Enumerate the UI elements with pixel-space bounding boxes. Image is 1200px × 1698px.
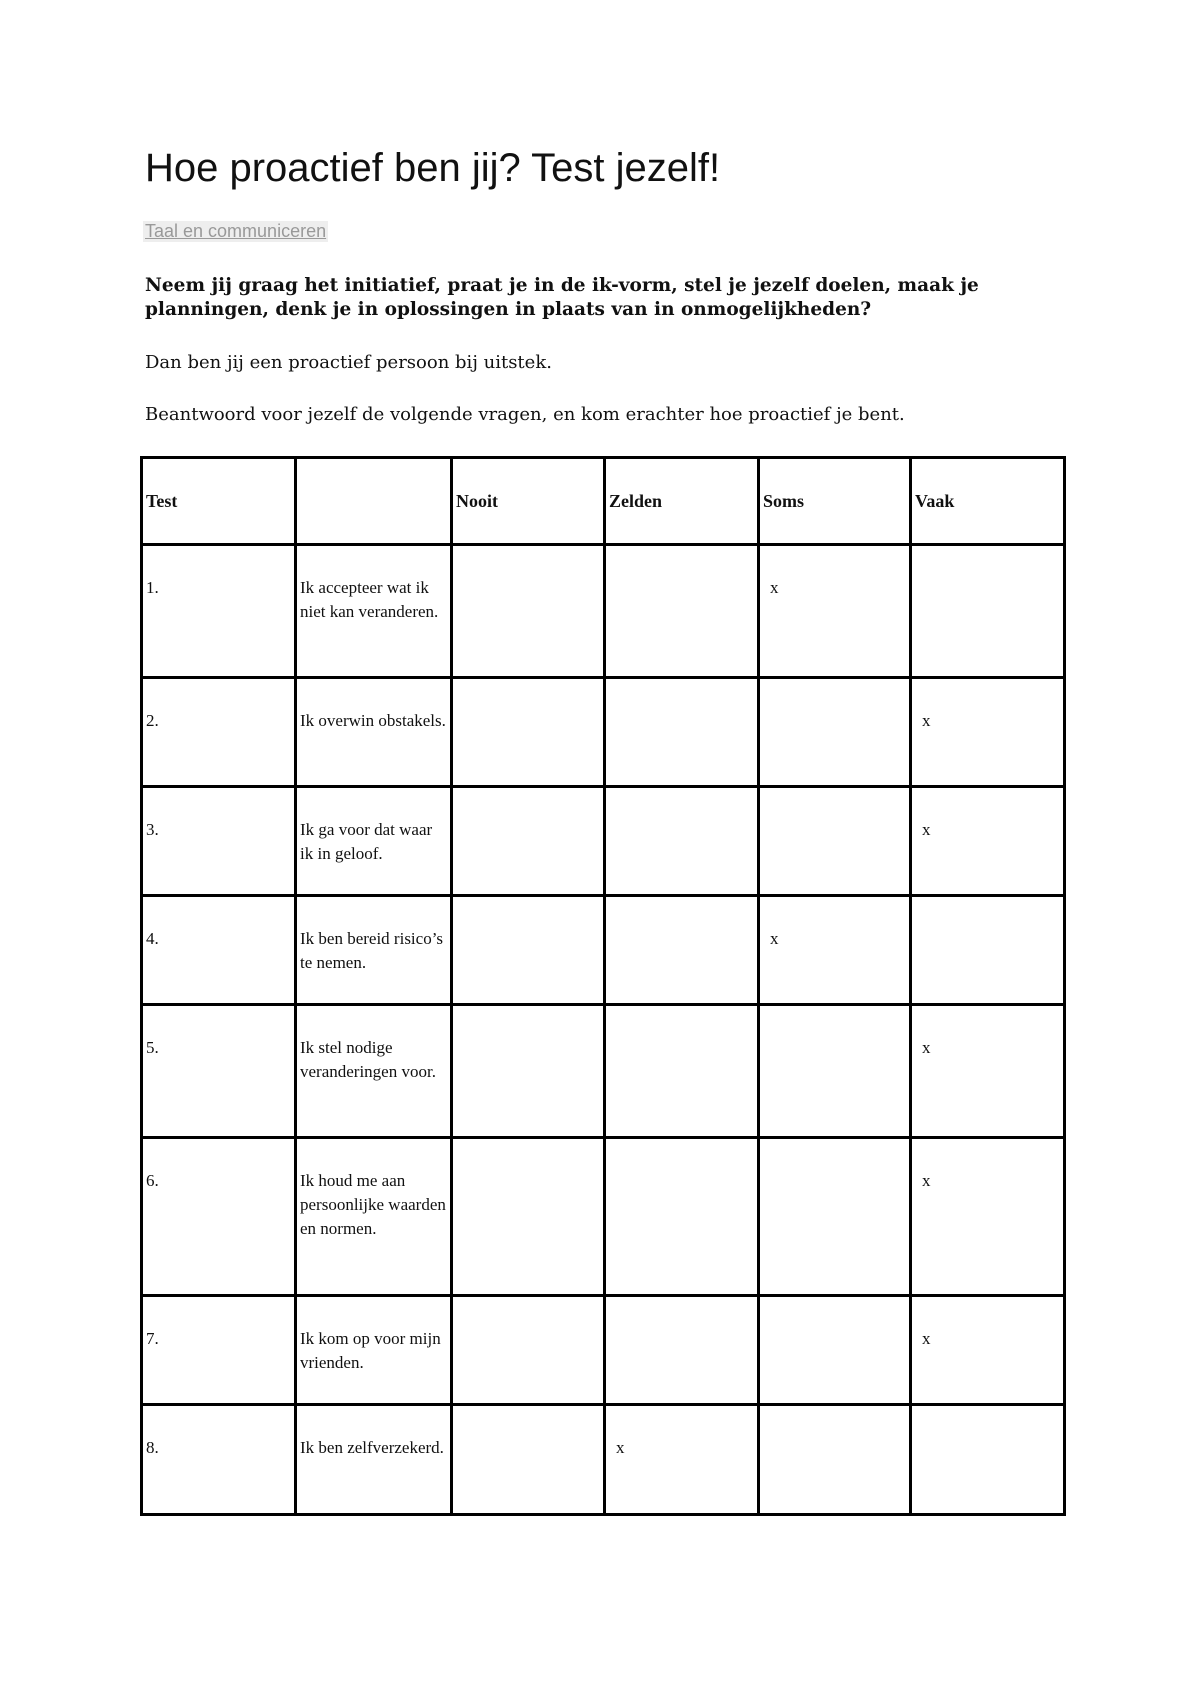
cell-soms: x (759, 896, 911, 1005)
table-row (142, 678, 1065, 787)
cell-num: 6. (142, 1138, 296, 1296)
header-vaak: Vaak (911, 458, 1065, 545)
header-soms: Soms (759, 458, 911, 545)
page-title: Hoe proactief ben jij? Test jezelf! (145, 146, 721, 190)
table-header-row (142, 458, 1065, 545)
cell-soms (759, 1138, 911, 1296)
header-test: Test (142, 458, 296, 545)
cell-num: 3. (142, 787, 296, 896)
header-statement (296, 458, 452, 545)
table-row (142, 1138, 1065, 1296)
cell-vaak (911, 545, 1065, 678)
cell-num: 1. (142, 545, 296, 678)
table-row (142, 896, 1065, 1005)
cell-nooit (452, 1005, 605, 1138)
cell-num: 4. (142, 896, 296, 1005)
cell-vaak: x (911, 787, 1065, 896)
cell-zelden (605, 1296, 759, 1405)
cell-num: 5. (142, 1005, 296, 1138)
header-nooit: Nooit (452, 458, 605, 545)
cell-statement: Ik ga voor dat waar ik in geloof. (296, 787, 452, 896)
cell-zelden (605, 545, 759, 678)
cell-nooit (452, 545, 605, 678)
cell-vaak (911, 1405, 1065, 1515)
table-row (142, 787, 1065, 896)
cell-nooit (452, 1138, 605, 1296)
cell-nooit (452, 1296, 605, 1405)
cell-nooit (452, 1405, 605, 1515)
cell-soms (759, 787, 911, 896)
cell-soms: x (759, 545, 911, 678)
cell-soms (759, 678, 911, 787)
cell-zelden (605, 896, 759, 1005)
cell-vaak: x (911, 1005, 1065, 1138)
cell-zelden (605, 678, 759, 787)
proactivity-test-table (140, 456, 1066, 1516)
cell-zelden: x (605, 1405, 759, 1515)
category-link[interactable]: Taal en communiceren (145, 221, 327, 241)
table-row (142, 545, 1065, 678)
cell-statement: Ik ben bereid risico’s te nemen. (296, 896, 452, 1005)
cell-statement: Ik houd me aan persoonlijke waarden en normen. (296, 1138, 452, 1296)
paragraph: Dan ben jij een proactief persoon bij uitstek. (145, 352, 552, 373)
cell-vaak: x (911, 1296, 1065, 1405)
cell-zelden (605, 1005, 759, 1138)
table-row (142, 1405, 1065, 1515)
paragraph: Beantwoord voor jezelf de volgende vragen, en kom erachter hoe proactief je bent. (145, 404, 905, 425)
cell-statement: Ik stel nodige veranderingen voor. (296, 1005, 452, 1138)
header-zelden: Zelden (605, 458, 759, 545)
cell-nooit (452, 787, 605, 896)
cell-zelden (605, 1138, 759, 1296)
cell-num: 7. (142, 1296, 296, 1405)
cell-vaak: x (911, 1138, 1065, 1296)
cell-soms (759, 1296, 911, 1405)
cell-statement: Ik overwin obstakels. (296, 678, 452, 787)
table-row (142, 1296, 1065, 1405)
cell-vaak: x (911, 678, 1065, 787)
cell-soms (759, 1005, 911, 1138)
cell-soms (759, 1405, 911, 1515)
cell-nooit (452, 678, 605, 787)
cell-num: 2. (142, 678, 296, 787)
cell-statement: Ik kom op voor mijn vrienden. (296, 1296, 452, 1405)
cell-vaak (911, 896, 1065, 1005)
cell-statement: Ik ben zelfverzekerd. (296, 1405, 452, 1515)
cell-statement: Ik accepteer wat ik niet kan veranderen. (296, 545, 452, 678)
cell-num: 8. (142, 1405, 296, 1515)
intro-text: Neem jij graag het initiatief, praat je in de ik-vorm, stel je jezelf doelen, maak je planningen, denk je in oplossingen in plaats van in onmogelijkheden? (145, 275, 979, 320)
cell-zelden (605, 787, 759, 896)
cell-nooit (452, 896, 605, 1005)
table-row (142, 1005, 1065, 1138)
